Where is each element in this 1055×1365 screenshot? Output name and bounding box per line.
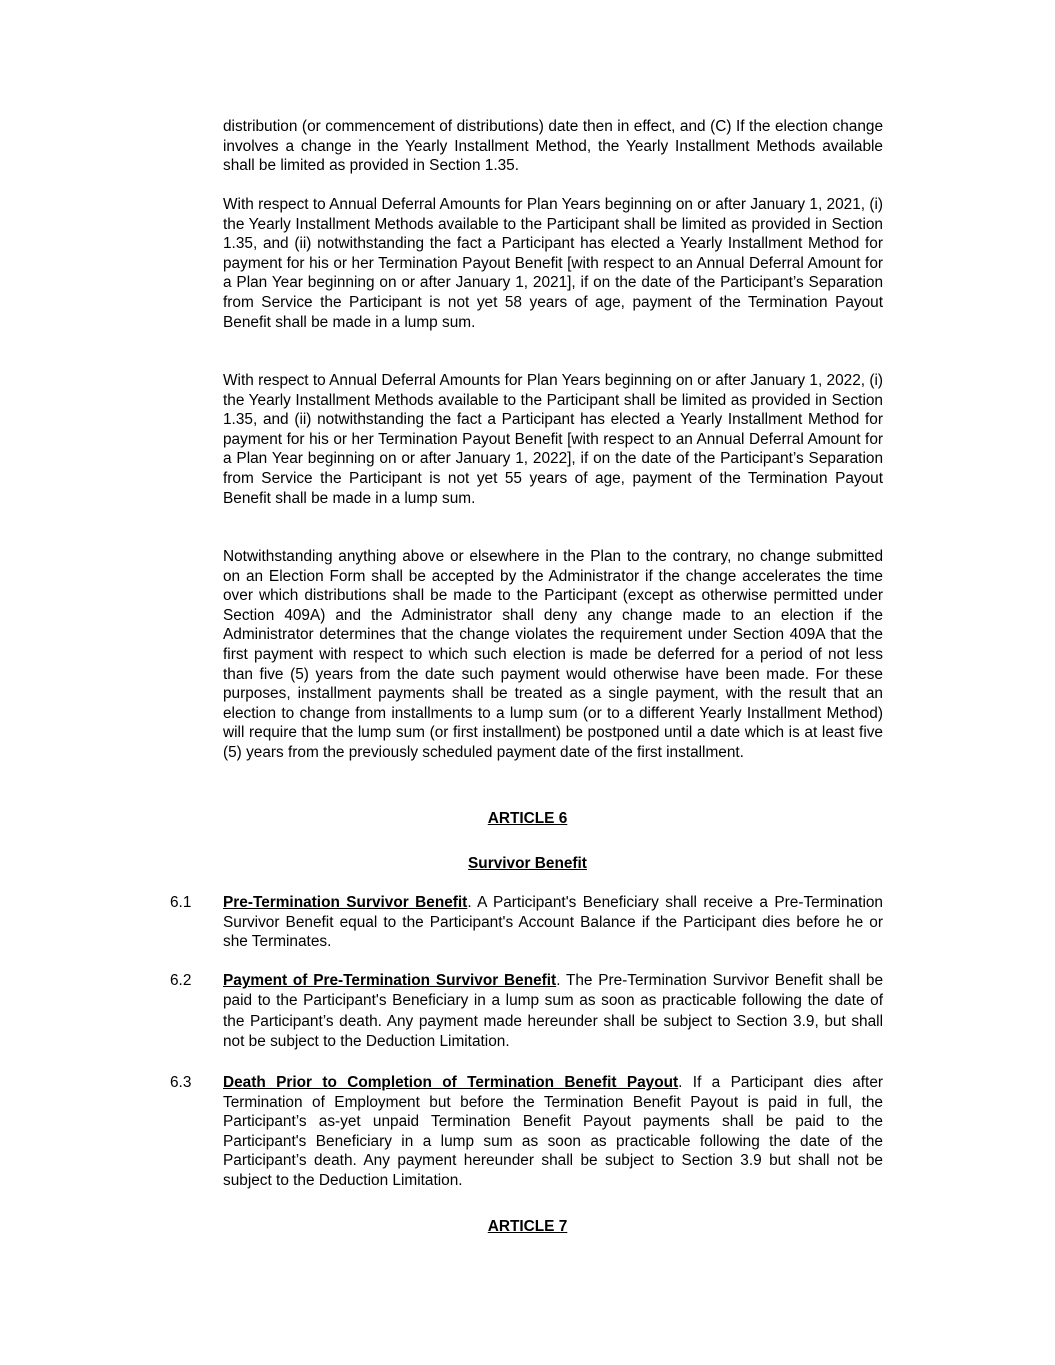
section-title: Pre-Termination Survivor Benefit	[223, 894, 468, 911]
section-number: 6.1	[170, 894, 192, 911]
section-body: . If a Participant dies after Termination of Employment but before the Termination Benefit Payout is paid in full, the Participant’s as-yet unpaid Termination Benefit Payout payments shall be paid to the Participant's Beneficiary in a lump sum as soon as practicable following the date of the Participant’s death. Any payment hereunder shall be subject to Section 3.9 but shall not be subject to the Deduction Limitation.	[223, 1074, 884, 1189]
section-6-2	[223, 971, 883, 1053]
article-6-subheading: Survivor Benefit	[468, 855, 587, 872]
paragraph-election-change: distribution (or commencement of distributions) date then in effect, and (C) If the election change involves a change in the Yearly Installment Method, the Yearly Installment Methods available shall be limited as provided in Section 1.35.	[223, 118, 883, 175]
section-body: . A Participant's Beneficiary shall receive a Pre-Termination Survivor Benefit equal to the Participant's Account Balance if the Participant dies before he or she Terminates.	[223, 894, 883, 951]
article-6-heading: ARTICLE 6	[487, 810, 568, 827]
section-title: Payment of Pre-Termination Survivor Benefit	[223, 972, 557, 989]
paragraph-2022-deferrals: With respect to Annual Deferral Amounts for Plan Years beginning on or after January 1, 2022, (i) the Yearly Installment Methods available to the Participant shall be limited as provided in Section 1.35, and (ii) notwithstanding the fact a Participant has elected a Yearly Installment Method for payment for his or her Termination Payout Benefit [with respect to an Annual Deferral Amount for a Plan Year beginning on or after January 1, 2022], if on the date of the Participant’s Separation from Service the Participant is not yet 55 years of age, payment of the Termination Payout Benefit shall be made in a lump sum.	[223, 372, 883, 507]
article-7-heading: ARTICLE 7	[487, 1218, 568, 1235]
section-title: Death Prior to Completion of Termination Benefit Payout	[223, 1074, 679, 1091]
section-6-1	[223, 893, 883, 952]
section-number: 6.2	[170, 972, 192, 989]
paragraph-notwithstanding: Notwithstanding anything above or elsewhere in the Plan to the contrary, no change submitted on an Election Form shall be accepted by the Administrator if the change accelerates the time over which distributions shall be made to the Participant (except as otherwise permitted under Section 409A) and the Administrator shall deny any change made to an election if the Administrator determines that the change violates the requirement under Section 409A that the first payment with respect to which such election is made be deferred for a period of not less than five (5) years from the date such payment would otherwise have been made. For these purposes, installment payments shall be treated as a single payment, with the result that an election to change from installments to a lump sum (or to a different Yearly Installment Method) will require that the lump sum (or first installment) be postponed until a date which is at least five (5) years from the previously scheduled payment date of the first installment.	[223, 548, 883, 761]
section-number: 6.3	[170, 1074, 192, 1091]
section-6-3	[223, 1073, 883, 1191]
section-body: . The Pre-Termination Survivor Benefit shall be paid to the Participant's Beneficiary in a lump sum as soon as practicable following the date of the Participant’s death. Any payment made hereunder shall be subject to Section 3.9, but shall not be subject to the Deduction Limitation.	[223, 972, 883, 1051]
paragraph-2021-deferrals: With respect to Annual Deferral Amounts for Plan Years beginning on or after January 1, 2021, (i) the Yearly Installment Methods available to the Participant shall be limited as provided in Section 1.35, and (ii) notwithstanding the fact a Participant has elected a Yearly Installment Method for payment for his or her Termination Payout Benefit [with respect to an Annual Deferral Amount for a Plan Year beginning on or after January 1, 2021], if on the date of the Participant’s Separation from Service the Participant is not yet 58 years of age, payment of the Termination Payout Benefit shall be made in a lump sum.	[223, 196, 883, 331]
